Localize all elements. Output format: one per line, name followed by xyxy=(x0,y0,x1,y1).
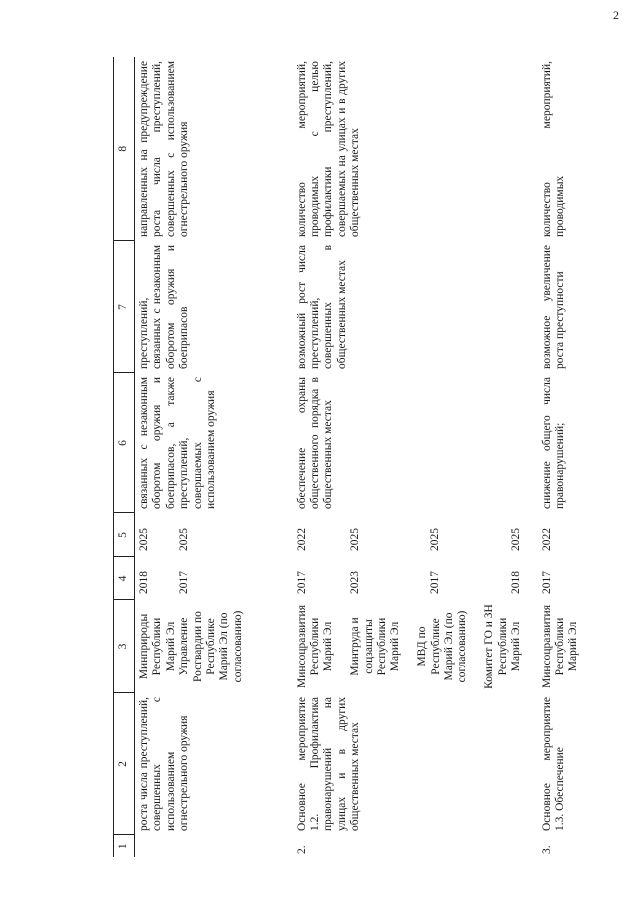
consequence-cell: возможное увеличение роста преступности xyxy=(540,245,566,369)
executor-cell: Минсоцразвития Республики Марий Эл xyxy=(540,605,580,688)
executor-name: Комитет ГО и ЗН Республики Марий Эл xyxy=(483,604,522,689)
start-year: 2017 xyxy=(295,571,308,594)
indicator-cell: направленных на предупреждение роста числа преступлений, совершенных с использованием огнестрельного оружия xyxy=(138,61,191,237)
row-number-cell: 3. xyxy=(540,845,553,854)
column-header: 2 xyxy=(114,693,135,835)
table-header-row xyxy=(114,57,135,857)
rotated-table-page xyxy=(113,57,639,857)
start-year: 2018 xyxy=(138,571,150,594)
start-year: 2017 xyxy=(178,571,191,594)
start-year-cell: 2017 xyxy=(540,571,553,594)
executor-name: Минприроды Республики Марий Эл xyxy=(138,613,177,680)
end-year-cell xyxy=(135,513,293,557)
measure-name-cell: Основное мероприятие 1.2. Профилактика правонарушений на улицах и в других общественных местах xyxy=(295,697,362,831)
row-number-cell: 2. xyxy=(295,845,308,854)
expected-result-cell: связанных с незаконным оборотом оружия и боеприпасов, а также преступлений, совершаемых с использованием оружия xyxy=(138,377,218,509)
executor-name: МВД по Республике Марий Эл (по согласованию) xyxy=(416,610,469,683)
column-header: 6 xyxy=(114,373,135,513)
start-year: 2018 xyxy=(509,571,522,594)
measure-name-cell: роста числа преступлений, совершенных с использованием огнестрельного оружия xyxy=(138,697,191,831)
executor-cell xyxy=(135,600,293,693)
end-year: 2025 xyxy=(178,528,191,551)
column-header: 3 xyxy=(114,600,135,693)
expected-result-cell: снижение общего числа правонарушений; xyxy=(540,377,566,509)
end-year: 2025 xyxy=(138,528,150,551)
executor-name: Минтруда и соцзащиты Республики Марий Эл xyxy=(349,617,402,676)
indicator-cell: количество мероприятий, проводимых с целью профилактики преступлений, совершаемых на улицах и в других общественных местах xyxy=(295,61,362,237)
end-year: 2025 xyxy=(429,528,442,551)
column-header: 5 xyxy=(114,513,135,557)
start-year: 2023 xyxy=(348,571,361,594)
start-year-cell xyxy=(135,557,293,600)
column-header: 4 xyxy=(114,557,135,600)
column-header: 1 xyxy=(114,835,135,857)
table-row xyxy=(538,57,581,857)
end-year: 2022 xyxy=(295,528,308,551)
executor-cell xyxy=(293,600,538,693)
consequence-cell: возможный рост числа преступлений, совершенных в общественных местах xyxy=(295,245,348,369)
table-row xyxy=(293,57,538,857)
table-row xyxy=(135,57,293,857)
end-year: 2025 xyxy=(348,528,361,551)
column-header: 8 xyxy=(114,57,135,241)
column-header: 7 xyxy=(114,241,135,373)
indicator-cell: количество мероприятий, проводимых xyxy=(540,61,566,237)
row-number-cell xyxy=(135,835,293,857)
program-measures-table xyxy=(113,57,581,857)
measure-name-cell: Основное мероприятие 1.3. Обеспечение xyxy=(540,697,566,831)
end-year-cell xyxy=(293,513,538,557)
consequence-cell: преступлений, связанных с незаконным оборотом оружия и боеприпасов xyxy=(138,245,191,369)
end-year-cell: 2022 xyxy=(540,528,553,551)
executor-name: Минсоцразвития Республики Марий Эл xyxy=(295,605,335,688)
start-year: 2017 xyxy=(429,571,442,594)
page-number: 2 xyxy=(613,8,619,22)
expected-result-cell: обеспечение охраны общественного порядка в общественных местах xyxy=(295,377,335,509)
executor-name: Управление Росгвардии по Республике Марий Эл (по согласованию) xyxy=(178,610,244,683)
end-year: 2025 xyxy=(509,528,522,551)
start-year-cell xyxy=(293,557,538,600)
